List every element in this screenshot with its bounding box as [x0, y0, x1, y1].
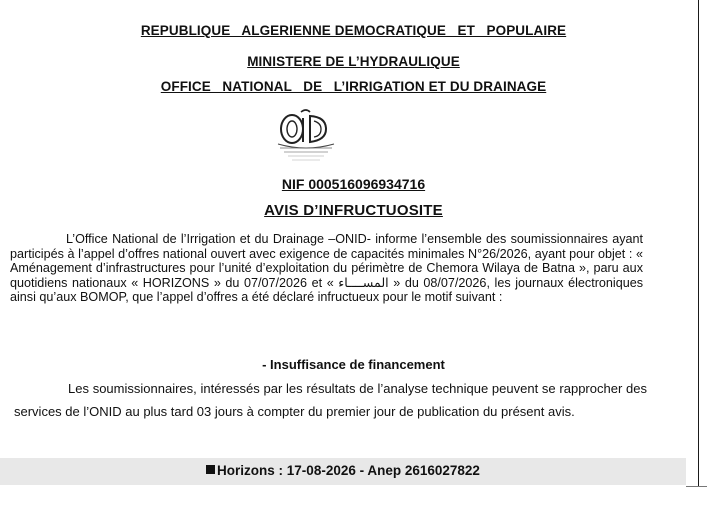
frame-border-bottom	[686, 486, 707, 487]
header-ministry: MINISTERE DE L’HYDRAULIQUE	[247, 54, 460, 69]
onid-logo-icon	[270, 106, 342, 168]
notice-paragraph-main: L’Office National de l’Irrigation et du Drainage –ONID- informe l’ensemble des soumissionnaires ayant participés à l’appel d’offres national ouvert avec exigence de capacités minimales N°26/2026, ayant pour objet : « Aménagement d’infrastructures pour l’unité d’exploitation du périmètre de Chemora Wilaya de Batna », paru aux quotidiens nationaux « HORIZONS » du 07/07/2026 et « المســــاء » du 08/07/2026, les journaux électroniques ainsi qu’aux BOMOP, que l’appel d’offres a été déclaré infructueux pour le motif suivant :	[10, 232, 643, 305]
notice-motif: - Insuffisance de financement	[262, 357, 445, 372]
notice-paragraph-contact: Les soumissionnaires, intéressés par les résultats de l’analyse technique peuvent se rapprocher des services de l’ONID au plus tard 03 jours à compter du premier jour de publication du présent avis.	[14, 381, 647, 419]
nif-number: NIF 000516096934716	[281, 176, 426, 192]
header-office: OFFICE NATIONAL DE L’IRRIGATION ET DU DRAINAGE	[160, 79, 547, 94]
footer-line	[0, 463, 686, 478]
publication-footer	[0, 458, 686, 485]
notice-title: AVIS D’INFRUCTUOSITE	[264, 202, 443, 219]
frame-border-right	[698, 0, 699, 487]
header-republic: REPUBLIQUE ALGERIENNE DEMOCRATIQUE ET POPULAIRE	[140, 23, 567, 38]
footer-text: Horizons : 17-08-2026 - Anep 2616027822	[217, 463, 480, 478]
onid-logo	[270, 106, 342, 168]
square-bullet-icon	[206, 465, 215, 474]
